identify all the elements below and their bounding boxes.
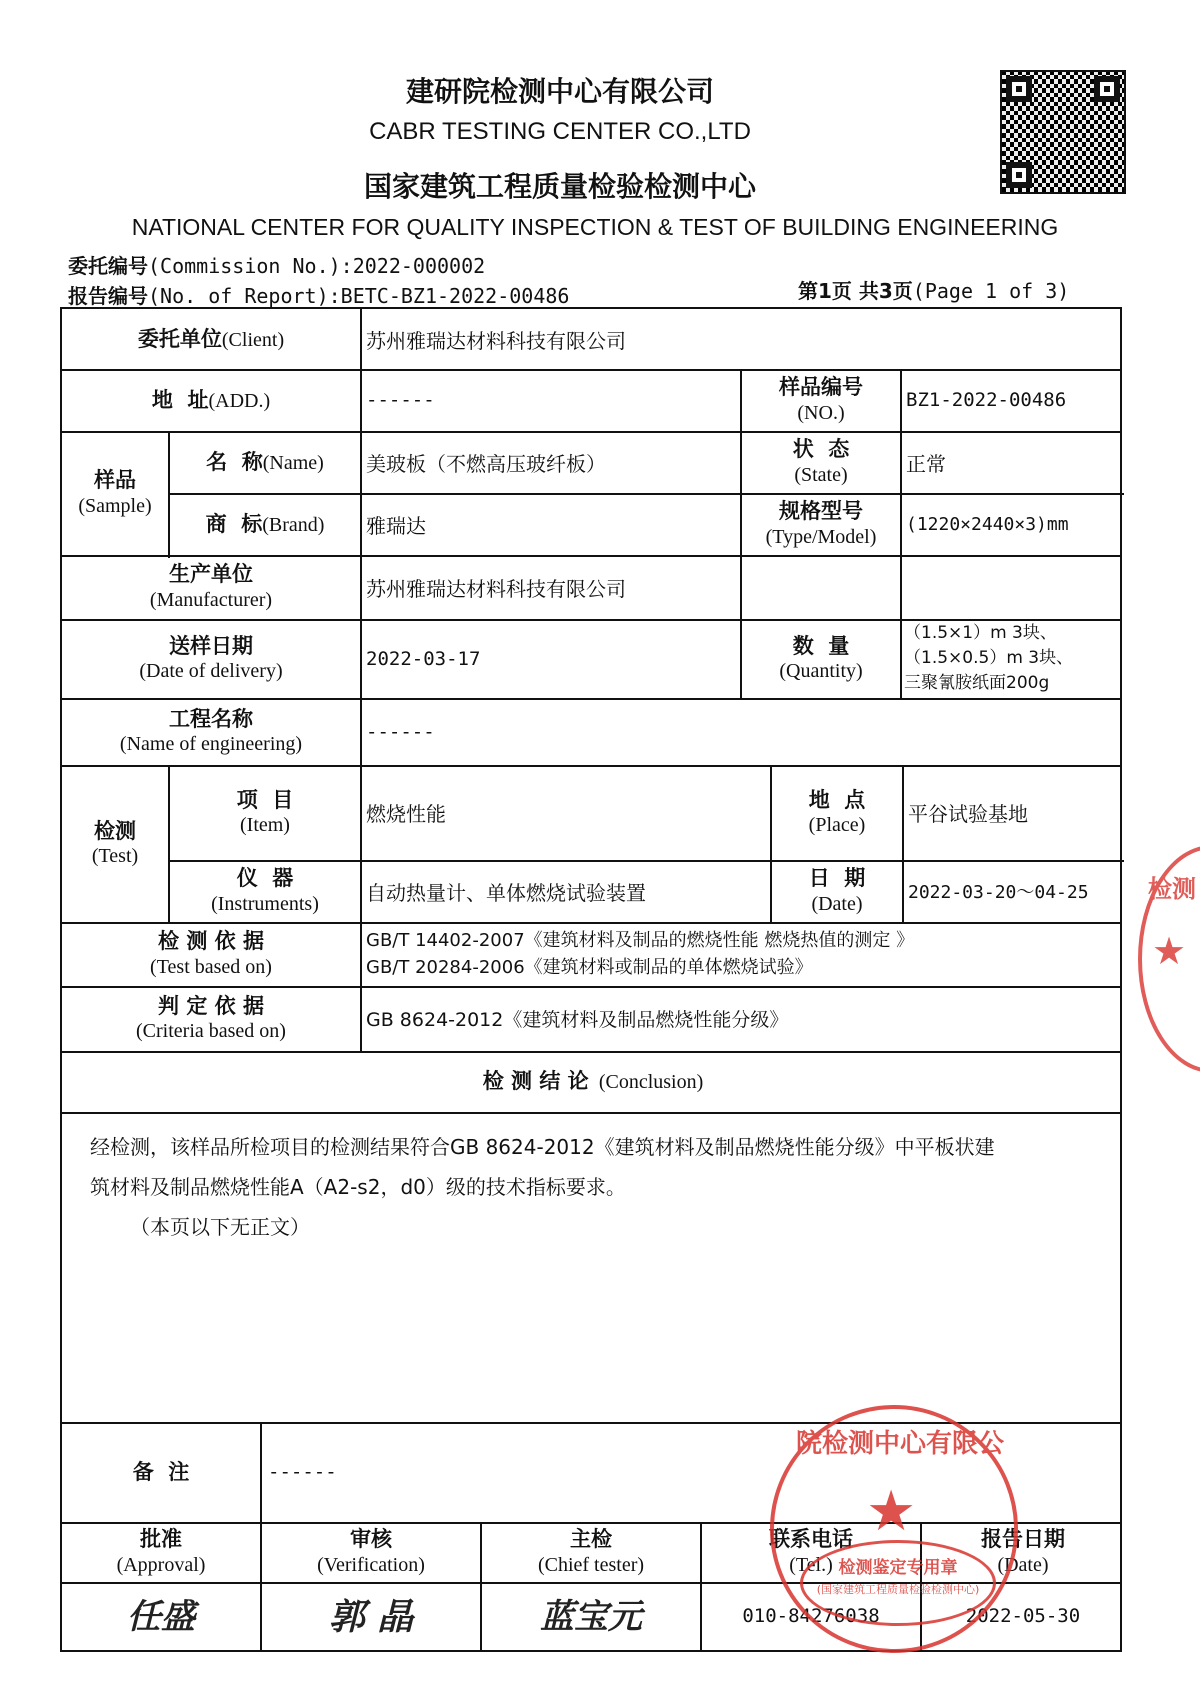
quantity-label	[742, 619, 900, 698]
criteria-label-cn: 判 定 依 据	[158, 993, 264, 1018]
state-label-cn: 状 态	[792, 437, 850, 462]
edge-seal	[1138, 845, 1200, 1073]
verification-label	[262, 1522, 480, 1582]
commission-label: 委托编号	[68, 254, 148, 278]
conclusion-note: （本页以下无正文）	[130, 1215, 310, 1239]
approval-label-en: (Approval)	[116, 1553, 206, 1576]
chief-label-cn: 主检	[570, 1527, 612, 1552]
quantity-line: （1.5×0.5）m 3块、	[904, 648, 1074, 668]
engineering-value: ------	[366, 720, 435, 743]
sample-no-label	[742, 369, 900, 431]
report-date-label-cn: 报告日期	[981, 1527, 1065, 1552]
page-cn: 第1页 共3页	[798, 279, 913, 303]
address-label	[62, 369, 360, 431]
criteria-label	[62, 986, 360, 1051]
conclusion-body	[90, 1127, 1110, 1247]
seal-star-icon: ★	[866, 1479, 917, 1544]
brand-label-en: (Brand)	[262, 513, 325, 536]
chief-label-en: (Chief tester)	[537, 1553, 645, 1576]
item-label-en: (Item)	[240, 814, 290, 837]
type-label-cn: 规格型号	[779, 499, 863, 524]
address-label-en: (ADD.)	[208, 389, 271, 412]
quantity-label-en: (Quantity)	[779, 660, 863, 683]
name-label-en: (Name)	[262, 451, 324, 474]
place-label-en: (Place)	[808, 814, 866, 837]
type-value: (1220×2440×3)mm	[906, 513, 1069, 535]
sample-no-label-en: (NO.)	[797, 401, 845, 424]
conclusion-line: 筑材料及制品燃烧性能A（A2-s2，d0）级的技术指标要求。	[90, 1175, 626, 1199]
page-indicator	[798, 275, 1069, 304]
client-label	[62, 309, 360, 369]
sample-label-en: (Sample)	[78, 494, 152, 517]
date-value: 2022-03-20～04-25	[908, 882, 1089, 903]
report-date-value-text: 2022-05-30	[965, 1605, 1081, 1628]
brand-label	[170, 493, 360, 555]
approval-label-cn: 批准	[140, 1527, 182, 1552]
manufacturer-label-cn: 生产单位	[169, 562, 253, 587]
delivery-value: 2022-03-17	[366, 647, 481, 670]
engineering-label-en: (Name of engineering)	[119, 733, 303, 756]
center-name-en: NATIONAL CENTER FOR QUALITY INSPECTION & TEST OF BUILDING ENGINEERING	[131, 214, 1059, 240]
criteria-value: GB 8624-2012《建筑材料及制品燃烧性能分级》	[366, 1009, 789, 1031]
state-label-en: (State)	[794, 463, 848, 486]
quantity-label-cn: 数 量	[792, 633, 850, 658]
type-label-en: (Type/Model)	[765, 525, 877, 548]
instruments-label	[170, 860, 360, 922]
engineering-label	[62, 698, 360, 765]
basis-label-en: (Test based on)	[150, 955, 272, 978]
state-value: 正常	[906, 451, 946, 476]
commission-value: (Commission No.):2022-000002	[148, 254, 486, 278]
verification-signature-text: 郭 晶	[328, 1595, 414, 1638]
manufacturer-value: 苏州雅瑞达材料科技有限公司	[366, 576, 626, 601]
sample-no-label-cn: 样品编号	[779, 375, 863, 400]
edge-seal-text: 检测	[1148, 875, 1196, 903]
engineering-label-cn: 工程名称	[169, 706, 253, 731]
org-name-cn: 建研院检测中心有限公司	[405, 75, 714, 108]
date-label-cn: 日 期	[808, 866, 866, 891]
quantity-line: （1.5×1）m 3块、	[904, 623, 1057, 643]
name-label	[170, 431, 360, 493]
basis-line: GB/T 20284-2006《建筑材料或制品的单体燃烧试验》	[366, 957, 813, 978]
sample-no-value: BZ1-2022-00486	[906, 389, 1067, 411]
brand-value: 雅瑞达	[366, 513, 426, 538]
report-value: (No. of Report):BETC-BZ1-2022-00486	[148, 284, 570, 308]
sample-label	[62, 431, 168, 555]
inner-seal-text-2: (国家建筑工程质量检验检测中心)	[816, 1583, 980, 1596]
place-label-cn: 地 点	[808, 787, 866, 812]
report-number	[68, 280, 569, 309]
inner-seal	[800, 1540, 996, 1626]
conclusion-label-cn: 检 测 结 论	[482, 1069, 589, 1093]
item-label	[170, 765, 360, 860]
type-label	[742, 493, 900, 555]
name-value: 美玻板（不燃高压玻纤板）	[366, 451, 606, 476]
conclusion-header	[62, 1051, 1124, 1112]
client-value: 苏州雅瑞达材料科技有限公司	[366, 328, 626, 353]
edge-seal-star-icon: ★	[1152, 929, 1187, 973]
commission-number	[68, 250, 485, 279]
basis-line: GB/T 14402-2007《建筑材料及制品的燃烧性能 燃烧热值的测定 》	[366, 930, 915, 951]
address-label-cn: 地 址	[151, 387, 209, 412]
seal-main-text: 院检测中心有限公	[796, 1429, 1005, 1459]
manufacturer-label-en: (Manufacturer)	[149, 588, 273, 611]
chief-signature	[482, 1584, 700, 1650]
place-value: 平谷试验基地	[908, 802, 1028, 826]
criteria-label-en: (Criteria based on)	[136, 1020, 286, 1043]
delivery-label-en: (Date of delivery)	[139, 660, 283, 683]
quantity-value	[904, 621, 1122, 697]
basis-value	[366, 927, 1116, 981]
delivery-label-cn: 送样日期	[169, 633, 253, 658]
state-label	[742, 431, 900, 493]
instruments-label-en: (Instruments)	[211, 892, 319, 915]
sample-label-cn: 样品	[94, 468, 136, 493]
item-label-cn: 项 目	[236, 787, 294, 812]
quantity-line: 三聚氰胺纸面200g	[904, 673, 1050, 693]
place-label	[772, 765, 902, 860]
chief-label	[482, 1522, 700, 1582]
tel-label-en: (Tel.)	[789, 1553, 833, 1576]
instruments-label-cn: 仪 器	[236, 866, 294, 891]
delivery-label	[62, 619, 360, 698]
org-name-en: CABR TESTING CENTER CO.,LTD	[369, 118, 751, 145]
date-label	[772, 860, 902, 922]
verification-label-en: (Verification)	[317, 1553, 425, 1576]
client-label-cn: 委托单位	[137, 326, 222, 351]
page-en: (Page 1 of 3)	[912, 279, 1070, 303]
report-date-label-en: (Date)	[997, 1553, 1049, 1576]
remarks-label-cn: 备 注	[132, 1459, 190, 1484]
item-value: 燃烧性能	[366, 802, 446, 826]
instruments-value: 自动热量计、单体燃烧试验装置	[366, 880, 646, 905]
test-label-en: (Test)	[91, 845, 139, 868]
approval-label	[62, 1522, 260, 1582]
tel-value-text: 010-84276038	[742, 1605, 880, 1628]
conclusion-line: 经检测，该样品所检项目的检测结果符合GB 8624-2012《建筑材料及制品燃烧性能分级》中平板状建	[90, 1135, 995, 1159]
basis-label-cn: 检 测 依 据	[158, 929, 264, 954]
client-label-en: (Client)	[221, 328, 285, 351]
tel-label-cn: 联系电话	[769, 1527, 853, 1552]
approval-signature-text: 任盛	[127, 1596, 195, 1637]
conclusion-label-en: (Conclusion)	[598, 1071, 704, 1093]
test-label-cn: 检测	[94, 818, 136, 843]
verification-signature	[262, 1584, 480, 1650]
remarks-value: ------	[268, 1461, 337, 1483]
brand-label-cn: 商 标	[205, 511, 263, 536]
remarks-label	[62, 1422, 260, 1522]
date-label-en: (Date)	[811, 892, 863, 915]
manufacturer-label	[62, 555, 360, 619]
test-label	[62, 765, 168, 922]
basis-label	[62, 922, 360, 986]
name-label-cn: 名 称	[206, 449, 263, 474]
chief-signature-text: 蓝宝元	[540, 1596, 642, 1637]
qr-code	[1000, 70, 1126, 194]
center-name-cn: 国家建筑工程质量检验检测中心	[363, 170, 756, 203]
verification-label-cn: 审核	[350, 1527, 392, 1552]
report-label: 报告编号	[68, 284, 148, 308]
inner-seal-text: 检测鉴定专用章	[838, 1558, 958, 1578]
approval-signature	[62, 1584, 260, 1650]
address-value: ------	[366, 389, 435, 411]
